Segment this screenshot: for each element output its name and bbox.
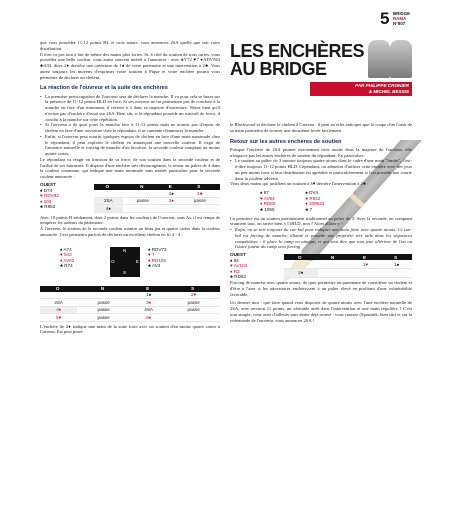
two-hands (260, 190, 412, 212)
paragraph: le Blackwood et déclarer le chelem à Carreau : il peut en effet anticiper que la coupe d'un Cœur de sa main permettra de trouver une douzième levée facilement. (230, 122, 412, 133)
paragraph: Puisque l'enchère de 2SA promet exactement trois atouts dans la majeure de l'ouvreur, elle n'impacte pas les autres enchères de soutien du répondant. En particulier : (230, 146, 412, 158)
card-holding: ♦ R3 (230, 268, 240, 274)
table-cell (94, 190, 123, 197)
table-cell (123, 190, 163, 197)
table-cell (167, 314, 220, 321)
byline: PAR PHILIPPE CRONIER & MICHEL BESSIS (310, 82, 412, 96)
card-holding: OUEST (40, 181, 56, 187)
table-cell (40, 292, 77, 299)
right-column (230, 122, 412, 323)
table-cell: passe (77, 314, 130, 321)
card-holding: ♣ R74 (60, 263, 73, 269)
table-cell: 3♦ (130, 299, 167, 306)
card-holding: ♥ AV104 (230, 263, 248, 269)
table-cell: 5♥ (40, 314, 77, 321)
west-hand (60, 247, 74, 269)
card-holding: ♣ 7 (305, 206, 313, 212)
card-holding: ♣ AV4 (148, 263, 161, 269)
west-hand (40, 182, 90, 215)
table-cell (318, 269, 350, 278)
paragraph: que vous possédez 11-12 points HL et trois atouts, vous annoncez 2SA quelle que soit votre distribution. (40, 40, 220, 51)
list-item: • Enfin, si l'ouvreur peut nourrir quelques espoirs de chelem en face d'une main maximale chez le répondant, il peut explorer le chelem en annonçant une nouvelle couleur. Il s'agit de l'annonce naturelle et forcing de manche d'un bicolore, la seconde couleur comptant au moins quatre cartes. (40, 134, 220, 157)
table-cell: E (350, 254, 382, 260)
table-cell (318, 260, 350, 268)
author-photo (390, 40, 412, 78)
table-cell (123, 205, 163, 212)
list-item: • Si l'ouvreur a de quoi jouer la manche face à 11-12 points mais ne nourrit pas d'espoir de chelem en face d'une ouverture chez le répondant, il se contente d'annoncer la manche. (40, 122, 220, 134)
list-item: • Enfin, on se sert toujours du cue-bid pour indiquer une main forte avec quatre atouts. Ce cue-bid est forcing de manche, illimité et possède une propriété très utile dans les séquences compétitives : il place le camp en attaque, et qui veut dire que tout jeue ultérieur de l'un ou l'autre joueur du camp sera forcing (230, 227, 412, 250)
table-cell: S (381, 254, 412, 260)
author-photo (368, 40, 390, 78)
card-holding: ♥ 543 (60, 252, 72, 258)
table-cell: 1♠ (163, 190, 180, 197)
bidding-table-3 (284, 254, 412, 278)
table-cell: passe (167, 306, 220, 313)
table-cell (284, 260, 318, 268)
table-cell: 1♥ (350, 260, 382, 268)
table-cell: 2SA (40, 299, 77, 306)
article-title: LES ENCHÈRES (230, 41, 365, 61)
list-item: • Le soutien au palier de 3 montre toujours quatre atouts dans le cadre d'une main "limite", c'est-à-dire toujours 11-12 points HLD. Cependant, on admettra d'utiliser cette enchère avec des jeux un peu moins forts si leur distribution est agréable et particulièrement si l'on possède une courte dans la couleur adverse. (230, 158, 412, 181)
table-cell: N (77, 286, 130, 292)
table-cell: S (167, 286, 220, 292)
table-cell: O (94, 184, 123, 190)
table-cell (180, 205, 220, 212)
deal-diagram (40, 241, 220, 283)
table-cell: 6♦ (130, 314, 167, 321)
example-1 (40, 182, 220, 215)
card-holding: ♣ 1065 (260, 206, 275, 212)
bullet-list (230, 227, 412, 250)
table-cell (350, 269, 382, 278)
page-section-number: 5 (380, 9, 390, 28)
hand-1 (260, 190, 275, 212)
table-cell: S (180, 184, 220, 190)
card-holding: ♥ AV94 (260, 195, 275, 201)
list-item: • La première préoccupation de l'ouvreur sera de déclarer la manche. Il va pour cela se baser sur la présence de 11-12 points HLD en face. Si ses moyens ne lui permettent pas de conclure à la manche en face d'un minimum, il revient à 3 dans sa majeure d'ouverture. Notez bien qu'il n'existe pas d'enchère d'essai sur 2SA. Bien sûr, si le répondant possède un surcroît de force, il conclut à la manche sur cette répétition. (40, 94, 220, 123)
bullet-list (40, 94, 220, 157)
card-holding: ♠ 84 (230, 257, 239, 263)
card-holding: ♠ A74 (60, 246, 72, 252)
west-hand (230, 252, 280, 280)
table-cell: N (123, 184, 163, 190)
card-holding: ♥ RDV92 (40, 193, 59, 199)
example-3 (230, 252, 412, 280)
card-holding: ♦ RD82 (260, 201, 276, 207)
paragraph: Il n'en va pas tout à fait de même des mains plus fortes. Si, à côté du soutien de trois cartes, vous possédez une belle couleur, vous aurez souvent intérêt à l'annoncer : avec ♠V72 ♥7 ♦ADV943 ♣A93, dites 2♦ derrière une ouverture de 1♠ de votre partenaire et une intervention à 2♣. Vous aurez toujours les moyens d'exprimer votre soutien à Pique et votre enchère pourra vous permettre de déclarer un chelem. (40, 51, 220, 80)
card-holding: ♦ 103 (40, 198, 52, 204)
article-title-block (230, 40, 412, 115)
table-cell: passe (77, 299, 130, 306)
table-cell: passe (77, 306, 130, 313)
table-cell (77, 292, 130, 299)
card-holding: ♦ RD105 (148, 257, 166, 263)
magazine-name: BRIDGE RAMA N°807 (393, 11, 411, 26)
table-cell: passe (167, 299, 220, 306)
card-holding: ♠ DV4 (305, 190, 319, 196)
card-holding: ♥ 7 (148, 252, 155, 258)
table-cell: 1♠ (381, 260, 412, 268)
paragraph: Forcing de manche avec quatre atouts, de quoi permettre au partenaire de considérer un chelem et d'être à l'aise si les adversaires enchérissent à un palier élevé en profitant d'une vulnérabilité favorable. (230, 280, 412, 297)
card-holding: ♠ D74 (40, 187, 53, 193)
card-holding: OUEST (230, 252, 246, 258)
masthead (380, 10, 440, 32)
table-cell: E (163, 184, 180, 190)
table-cell (163, 205, 180, 212)
paragraph: À l'inverse, le soutien de la seconde couleur montre un beau jeu et quatre cartes dans la couleur annoncée. Ceci permettra parfois de déclarer un excellent chelem en fit 4 - 4 : (40, 226, 220, 237)
bidding-table-2 (40, 286, 220, 322)
paragraph: Vous deux mains qui justifient un soutien à 3♥ derrière l'intervention à 2♣ : (230, 181, 369, 187)
paragraph: Avec 10 points H seulement, dont 2 points dans les couleurs de l'ouvreur, sans As, il est temps de tempérer les ardeurs du partenaire. (40, 214, 220, 226)
paragraph: Le répondant va réagir en fonction de sa force, de son soutien dans la seconde couleur et de l'utilité de ses honneurs. Il dispose d'une enchère très décourageante, le retour au palier de 4 dans la couleur commune, qui indique une main minimale sans intérêt particulier pour la seconde couleur annoncée : (40, 156, 220, 180)
paragraph: La première est un soutien parfaitement traditionnel au palier de 3. Avec la seconde, en comptant vraiment tout, on arrive bien à 11HLD, non ? Alors allons-y ! (230, 215, 412, 227)
card-holding: ♦ 109643 (305, 201, 325, 207)
table-cell: N (318, 254, 350, 260)
article-title: AU BRIDGE (230, 59, 327, 79)
table-cell: passe (123, 197, 163, 204)
bidding-table-1 (94, 184, 220, 213)
table-cell (381, 269, 412, 278)
card-holding: ♣ RD82 (230, 274, 247, 280)
table-cell: O (284, 254, 318, 260)
paragraph: Un dernier mot : que faire quand vous disposez de quatre atouts avec l'une enchère naturelle de 2SA, avec environ 11 points, un véritable arrêt dans l'intervention et une main régulière ? C'est tout simple, vous avez d'ailleurs sans doute déjà trouvé : vous contrez (Spoutnik, bien sûr) et sur la redemande de l'ouvreur, vous annoncez 2SA ! (230, 300, 412, 323)
paragraph: L'enchère de 4♦ indique une main de la zone forte avec un soutien d'au moins quatre cartes à Carreau. Est peut poser (40, 323, 220, 335)
table-cell: O (40, 286, 77, 292)
table-cell: 2SA (94, 197, 123, 204)
table-cell: 4♦ (40, 306, 77, 313)
card-holding: ♠ 87 (260, 190, 269, 196)
table-cell: 1♠ (130, 292, 167, 299)
section-title: Retour sur les autres enchères de soutien (230, 138, 342, 145)
bullet-list (230, 158, 412, 181)
table-cell: 2♠ (284, 269, 318, 278)
east-hand (148, 247, 167, 269)
table-cell: E (130, 286, 167, 292)
card-holding: ♣ R853 (40, 204, 56, 210)
compass: N O E S (111, 247, 139, 275)
left-column (40, 40, 220, 335)
table-cell: 4SA (130, 306, 167, 313)
card-holding: ♦ AV82 (60, 257, 75, 263)
card-holding: ♥ R932 (305, 195, 321, 201)
table-cell: passe (180, 197, 220, 204)
table-cell: 2♥ (167, 292, 220, 299)
card-holding: ♠ RDV73 (148, 246, 167, 252)
table-cell: 2♣ (180, 190, 220, 197)
section-title: La réaction de l'ouvreur et la suite des enchères (40, 85, 168, 92)
table-cell: 3♦ (163, 197, 180, 204)
hand-2 (305, 190, 324, 212)
table-cell: 4♠ (94, 205, 123, 212)
